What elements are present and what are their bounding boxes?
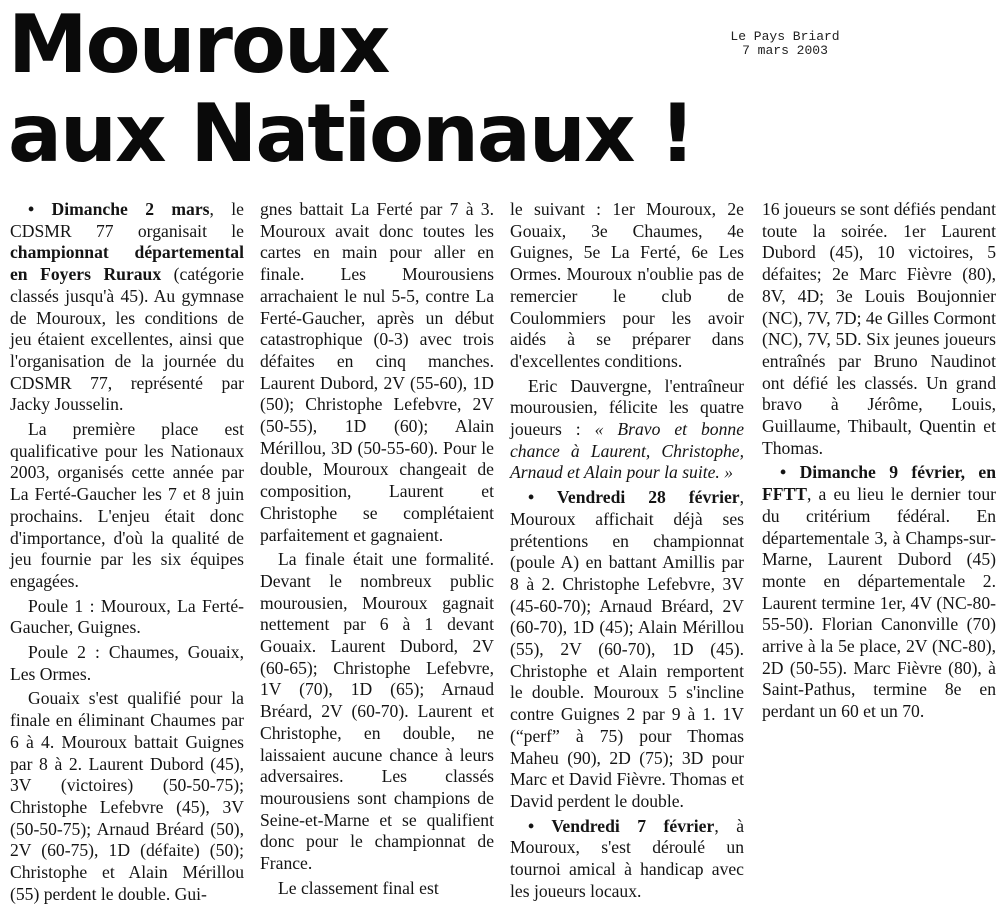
event-name: championnat départemental en Foyers Ruraux [10,242,244,285]
publication-name: Le Pays Briard [730,29,840,44]
headline-line-1: Mouroux [8,0,389,91]
source-credit [690,30,880,58]
paragraph: Poule 1 : Mouroux, La Ferté-Gaucher, Guignes. [10,595,244,638]
paragraph: La finale était une formalité. Devant le nombreux public mourousien, Mouroux gagnait nettement par 6 à 1 devant Gouaix. Laurent Dubord, 2V (60-65); Christophe Lefebvre, 1V (70), 1D (65); Arnaud Bréard, 2V (60-70). Laurent et Christophe, en double, ne laissaient aucune chance à leurs adversaires. Les classés mourousiens sont champions de Seine-et-Marne et se qualifient donc pour le championnat de France. [260,549,494,874]
paragraph-text: , à Mouroux, s'est déroulé un tournoi amical à handicap avec les joueurs locaux. [510,815,745,901]
paragraph-text: , Mouroux affichait déjà ses prétentions en championnat (poule A) en battant Amillis par 8 à 2. Christophe Lefebvre, 3V (45-60-70); Arnaud Bréard, 2V (60-70), 1D (45); Alain Mérillou (55), 2V (60-70), 1D (45). Christophe et Alain remportent le double. Mouroux 5 s'incline contre Guignes 2 par 9 à 1. 1V (“perf” à 75) pour Thomas Maheu (90), 2D (75); 3D pour Marc et David Fièvre. Thomas et David perdent le double. [510,487,744,811]
headline [8,0,694,178]
paragraph: le suivant : 1er Mouroux, 2e Gouaix, 3e Chaumes, 4e Guignes, 5e La Ferté, 6e Les Ormes. Mouroux n'oublie pas de remercier le club de Coulommiers pour les avoir aidés à se préparer dans d'excellentes conditions. [510,199,744,371]
article-column-3 [510,199,744,906]
paragraph [762,462,996,722]
publication-date: 7 mars 2003 [742,43,828,58]
paragraph-text: Eric Dauvergne, l'entraîneur mourousien, félicite les quatre joueurs : [510,375,744,440]
paragraph [510,487,744,813]
article-column-2 [260,199,494,903]
paragraph-text: (catégorie classés jusqu'à 45). Au gymnase de Mouroux, les conditions de jeu étaient excellentes, ainsi que l'organisation de la journée du CDSMR 77, représenté par Jacky Jousselin. [10,264,244,415]
paragraph-text: , le CDSMR 77 organisait le [10,199,244,241]
paragraph: Le classement final est [278,877,439,898]
paragraph [510,816,744,903]
paragraph: 16 joueurs se sont défiés pendant toute la soirée. 1er Laurent Dubord (45), 10 victoires, 5 défaites; 2e Marc Fièvre (80), 8V, 4D; 3e Louis Boujonnier (NC), 7V, 7D; 4e Gilles Cormont (NC), 7V, 5D. Six jeunes joueurs entraînés par Bruno Naudinot ont défié les classés. Un grand bravo à Jérôme, Louis, Guillaume, Thibault, Quentin et Thomas. [762,199,996,458]
section-lead: • Vendredi 28 février [528,487,740,508]
paragraph: gnes battait La Ferté par 7 à 3. Mouroux avait donc toutes les cartes en main pour aller en finale. Les Mourousiens arrachaient le nul 5-5, contre La Ferté-Gaucher, après un début catastrophique (0-3) avec trois défaites en cinq manches. Laurent Dubord, 2V (55-60), 1D (50); Christophe Lefebvre, 2V (50-55), 1D (60); Alain Mérillou, 3D (50-55-60). Pour le double, Mouroux changeait de composition, Laurent et Christophe se complétaient parfaitement et gagnaient. [260,199,494,545]
coach-quote: « Bravo et bonne chance à Laurent, Christophe, Arnaud et Alain pour la suite. » [510,419,745,483]
article-column-4 [762,199,996,726]
paragraph: Gouaix s'est qualifié pour la finale en éliminant Chaumes par 6 à 4. Mouroux battait Guignes par 8 à 2. Laurent Dubord (45), 3V (victoires) (50-50-75); Christophe Lefebvre (45), 3V (50-50-75); Arnaud Bréard (50), 2V (60-75), 1D (défaite) (50); Christophe et Alain Mérillou (55) perdent le double. Gui- [10,688,244,904]
paragraph: La première place est qualificative pour les Nationaux 2003, organisés cette année par La Ferté-Gaucher les 7 et 8 juin prochains. L'enjeu était donc d'importance, d'où la qualité de jeu fournie par les six équipes engagées. [10,419,244,591]
paragraph [510,376,744,485]
headline-line-2: aux Nationaux ! [8,87,694,180]
paragraph-text: , a eu lieu le dernier tour du critérium fédéral. En départementale 3, à Champs-sur-Marne, Laurent Dubord (45) monte en départementale 2. Laurent termine 1er, 4V (NC-80-55-50). Florian Canonville (70) arrive à la 5e place, 2V (NC-80), 2D (50-55). Marc Fièvre (80), à Saint-Pathus, termine 8e en perdant un 60 et un 70. [762,484,996,722]
paragraph: Poule 2 : Chaumes, Gouaix, Les Ormes. [10,642,244,684]
section-lead: • Dimanche 9 février, en FFTT [762,462,996,505]
section-lead: • Vendredi 7 février [528,815,715,836]
article-column-1 [10,199,244,909]
section-lead: • Dimanche 2 mars [28,199,210,219]
article-body [10,199,996,904]
paragraph [10,199,244,416]
